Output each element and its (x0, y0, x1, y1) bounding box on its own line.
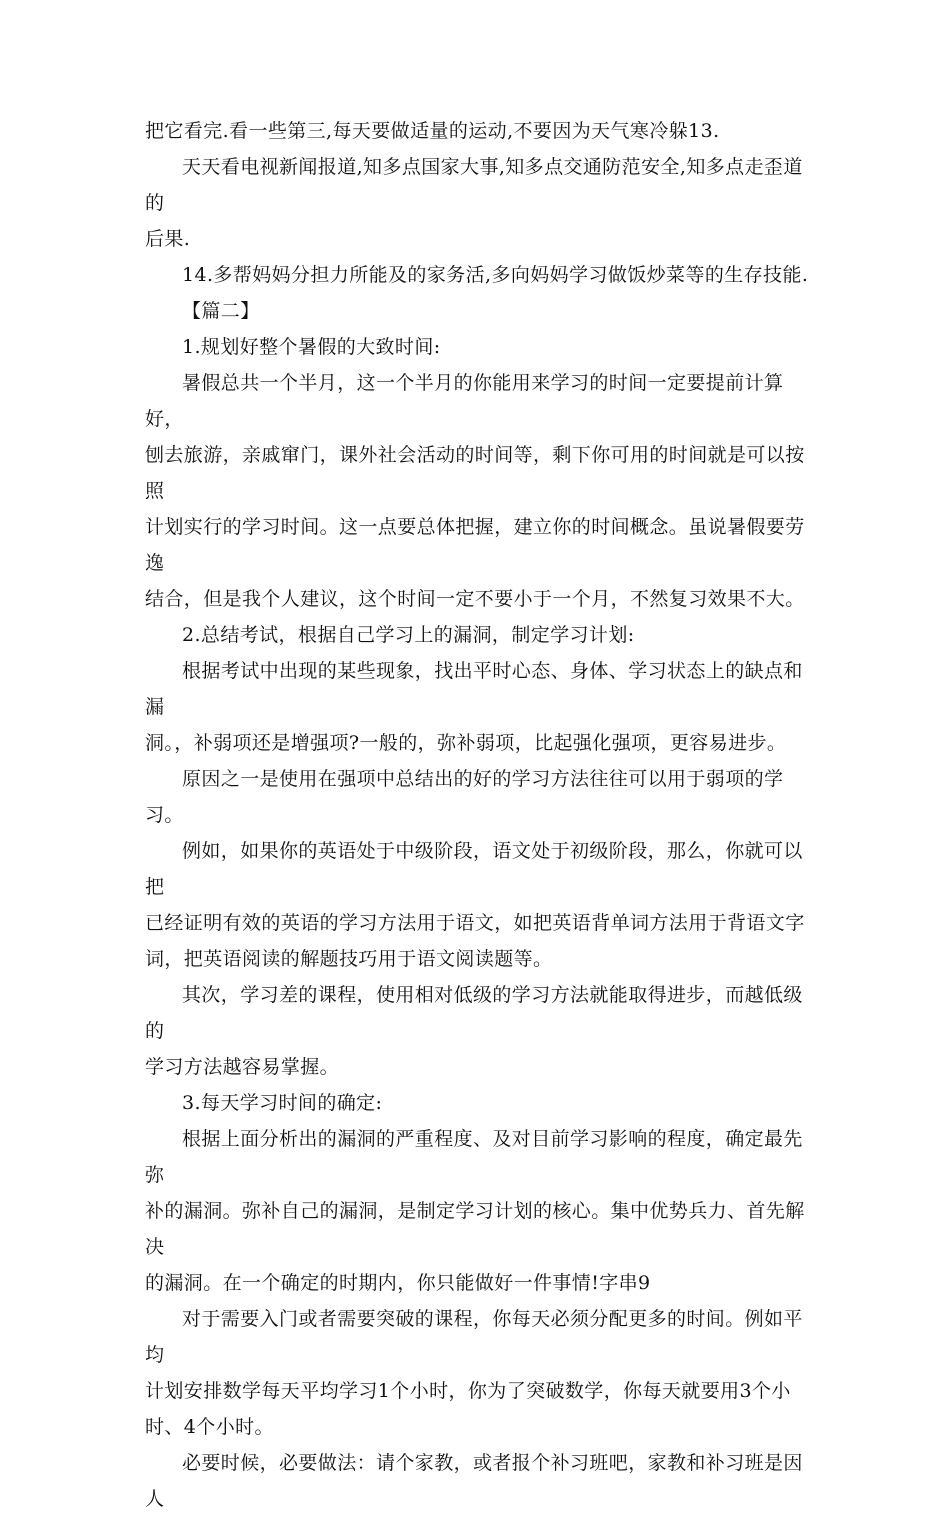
paragraph (145, 365, 815, 617)
text-line: 结合，但是我个人建议，这个时间一定不要小于一个月，不然复习效果不大。 (145, 588, 805, 610)
text-line: 把它看完.看一些第三,每天要做适量的运动,不要因为天气寒冷躲13. (145, 120, 720, 142)
paragraph (145, 293, 815, 329)
text-line: 天天看电视新闻报道,知多点国家大事,知多点交通防范安全,知多点走歪道的 (145, 156, 803, 214)
paragraph (145, 617, 815, 653)
text-line: 学习方法越容易掌握。 (145, 1056, 340, 1078)
text-line: 补的漏洞。弥补自己的漏洞，是制定学习计划的核心。集中优势兵力、首先解决 (145, 1200, 805, 1258)
paragraph (145, 149, 815, 257)
text-line: 2.总结考试，根据自己学习上的漏洞，制定学习计划: (182, 624, 635, 646)
text-line: 对于需要入门或者需要突破的课程，你每天必须分配更多的时间。例如平均 (145, 1308, 803, 1366)
text-line: 计划实行的学习时间。这一点要总体把握，建立你的时间概念。虽说暑假要劳逸 (145, 516, 805, 574)
text-line: 14.多帮妈妈分担力所能及的家务活,多向妈妈学习做饭炒菜等的生存技能. (182, 264, 809, 286)
paragraph (145, 329, 815, 365)
paragraph (145, 1301, 815, 1445)
text-line: 其次，学习差的课程，使用相对低级的学习方法就能取得进步，而越低级的 (145, 984, 803, 1042)
text-line: 词，把英语阅读的解题技巧用于语文阅读题等。 (145, 948, 553, 970)
paragraph (145, 761, 815, 833)
text-line: 时、4个小时。 (145, 1416, 274, 1438)
text-line: 根据上面分析出的漏洞的严重程度、及对目前学习影响的程度，确定最先弥 (145, 1128, 803, 1186)
text-line: 必要时候，必要做法：请个家教，或者报个补习班吧，家教和补习班是因人 (145, 1452, 803, 1510)
text-line: 例如，如果你的英语处于中级阶段，语文处于初级阶段，那么，你就可以把 (145, 840, 803, 898)
text-line: 洞。，补弱项还是增强项?一般的，弥补弱项，比起强化强项，更容易进步。 (145, 732, 787, 754)
text-line: 原因之一是使用在强项中总结出的好的学习方法往往可以用于弱项的学习。 (145, 768, 784, 826)
paragraph (145, 833, 815, 977)
paragraph (145, 113, 815, 149)
text-line: 暑假总共一个半月，这一个半月的你能用来学习的时间一定要提前计算好， (145, 372, 784, 430)
text-line: 根据考试中出现的某些现象，找出平时心态、身体、学习状态上的缺点和漏 (145, 660, 803, 718)
paragraph (145, 1445, 815, 1517)
text-line: 的漏洞。在一个确定的时期内，你只能做好一件事情!字串9 (145, 1272, 651, 1294)
paragraph (145, 1121, 815, 1301)
text-line: 刨去旅游，亲戚窜门，课外社会活动的时间等，剩下你可用的时间就是可以按照 (145, 444, 805, 502)
text-line: 【篇二】 (182, 300, 260, 322)
paragraph (145, 653, 815, 761)
text-line: 3.每天学习时间的确定: (182, 1092, 383, 1114)
text-line: 1.规划好整个暑假的大致时间: (182, 336, 441, 358)
paragraph (145, 977, 815, 1085)
paragraph (145, 1085, 815, 1121)
text-line: 已经证明有效的英语的学习方法用于语文，如把英语背单词方法用于背语文字 (145, 912, 805, 934)
document-body (145, 113, 815, 1517)
paragraph (145, 257, 815, 293)
text-line: 后果. (145, 228, 191, 250)
text-line: 计划安排数学每天平均学习1个小时，你为了突破数学，你每天就要用3个小 (145, 1380, 791, 1402)
